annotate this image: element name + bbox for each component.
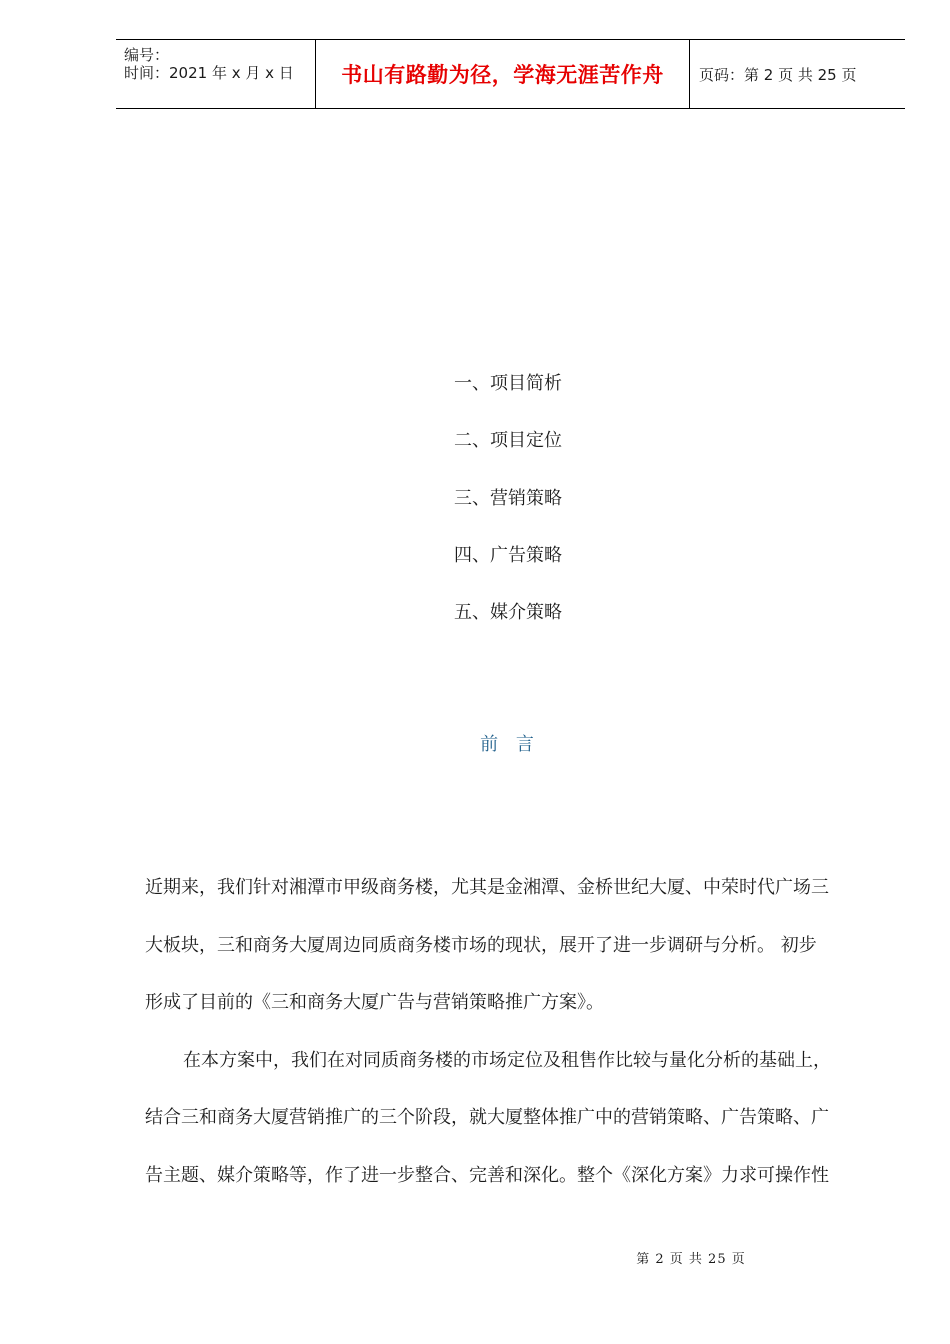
toc-item: 二、项目定位 [454, 430, 562, 451]
motto-text: 书山有路勤为径，学海无涯苦作舟 [341, 63, 664, 87]
toc-item: 三、营销策略 [454, 488, 562, 509]
page-info: 页码：第 2 页 共 25 页 [699, 65, 857, 84]
body-line: 形成了目前的《三和商务大厦广告与营销策略推广方案》。 [145, 992, 604, 1013]
body-line: 近期来，我们针对湘潭市甲级商务楼，尤其是金湘潭、金桥世纪大厦、中荣时代广场三 [145, 877, 829, 898]
header-motto-cell [316, 40, 690, 108]
preface-body [145, 859, 875, 1204]
serial-label: 编号： [124, 46, 170, 64]
header-table [116, 39, 905, 109]
header-meta-cell [116, 40, 316, 108]
page-footer: 第 2 页 共 25 页 [636, 1252, 746, 1267]
header-page-cell [690, 40, 905, 108]
body-line: 结合三和商务大厦营销推广的三个阶段，就大厦整体推广中的营销策略、广告策略、广 [145, 1107, 829, 1128]
toc-item: 四、广告策略 [454, 545, 562, 566]
time-label: 时间：2021 年 x 月 x 日 [124, 64, 294, 82]
toc-item: 五、媒介策略 [454, 602, 562, 623]
toc-item: 一、项目简析 [454, 373, 562, 394]
body-line: 在本方案中，我们在对同质商务楼的市场定位及租售作比较与量化分析的基础上， [183, 1049, 831, 1071]
body-line: 大板块，三和商务大厦周边同质商务楼市场的现状，展开了进一步调研与分析。 初步 [145, 934, 817, 956]
body-line: 告主题、媒介策略等，作了进一步整合、完善和深化。整个《深化方案》力求可操作性 [145, 1164, 829, 1186]
preface-title: 前 言 [480, 734, 540, 755]
